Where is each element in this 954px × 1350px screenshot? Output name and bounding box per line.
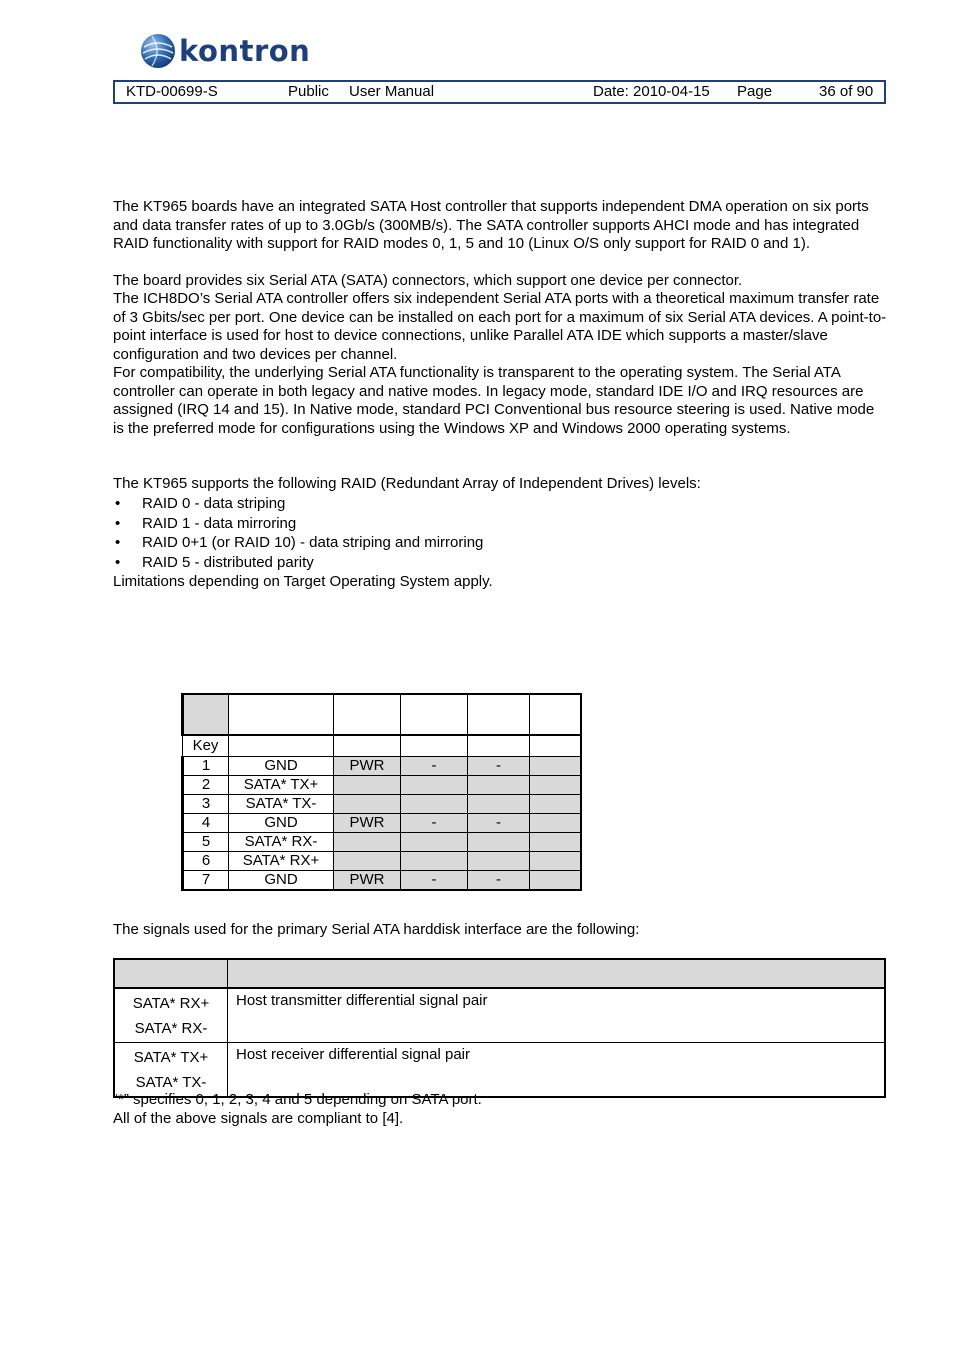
signal-description-table [113,958,886,1098]
pin-type [334,776,401,795]
classification: Public [288,83,329,100]
pin-col5 [468,833,530,852]
table-header-cell [468,694,530,735]
table-header-cell [229,694,334,735]
pin-col4: - [401,871,468,891]
table-row [183,814,581,833]
kontron-logo [140,32,310,70]
table-header-cell [530,694,581,735]
controller-paragraph: The ICH8DO’s Serial ATA controller offers six independent Serial ATA ports with a theoretical maximum transfer rate of 3 Gbits/sec per port. One device can be installed on each port for a maximum of six Serial ATA devices. A point-to-point interface is used for host to device connections, unlike Parallel ATA IDE which supports a master/slave configuration and two devices per channel. [113,290,887,363]
table-cell [229,735,334,757]
sata-pinout-table [181,693,582,891]
table-header-cell [228,959,886,988]
pin-signal: SATA* TX+ [229,776,334,795]
signal-name: SATA* RX- [134,1019,208,1037]
pin-signal: SATA* RX- [229,833,334,852]
pin-col4 [401,852,468,871]
signal-description: Host receiver differential signal pair [228,1043,886,1098]
list-item: • RAID 0+1 (or RAID 10) - data striping and mirroring [113,533,483,553]
signal-name: SATA* RX+ [132,994,210,1012]
signal-name: SATA* TX- [135,1073,207,1091]
globe-icon [140,33,176,69]
pin-col6 [530,814,581,833]
pin-number: 4 [183,814,229,833]
table-cell [401,735,468,757]
table-header-cell [334,694,401,735]
page-number: 36 of 90 [819,83,874,100]
doc-type: User Manual [349,83,435,100]
doc-date: Date: 2010-04-15 [593,83,710,100]
pin-col6 [530,871,581,891]
list-item: • RAID 1 - data mirroring [113,514,483,534]
table-row [183,871,581,891]
pin-col5: - [468,757,530,776]
pin-col5 [468,852,530,871]
pin-type: PWR [334,757,401,776]
table-row [183,757,581,776]
pin-col4 [401,795,468,814]
pin-signal: GND [229,871,334,891]
pin-type [334,833,401,852]
list-item: • RAID 5 - distributed parity [113,553,483,573]
pin-type [334,852,401,871]
pin-type: PWR [334,814,401,833]
pin-signal: GND [229,757,334,776]
signal-name: SATA* TX+ [133,1048,209,1066]
pin-col5: - [468,871,530,891]
table-header-cell [114,959,228,988]
pin-col4 [401,833,468,852]
compatibility-paragraph: For compatibility, the underlying Serial ATA functionality is transparent to the operating system. The Serial ATA controller can operate in both legacy and native modes. In legacy mode, standard IDE I/O and IRQ resources are assigned (IRQ 14 and 15). In Native mode, standard PCI Conventional bus resource steering is used. Native mode is the preferred mode for configurations using the Windows XP and Windows 2000 operating systems. [113,364,875,437]
raid-intro: The KT965 supports the following RAID (Redundant Array of Independent Drives) levels: [113,475,701,492]
table-cell [530,735,581,757]
pin-signal: SATA* TX- [229,795,334,814]
table-cell [334,735,401,757]
table-row [183,776,581,795]
pin-number: 5 [183,833,229,852]
limitations-note: Limitations depending on Target Operating System apply. [113,573,493,590]
pin-type: PWR [334,871,401,891]
table-row-key [183,735,581,757]
table-header-row [183,694,581,735]
table-row [114,1043,885,1098]
table-header-cell [183,694,229,735]
raid-level-list [113,494,483,573]
pin-col5 [468,776,530,795]
pin-col5: - [468,814,530,833]
table-row [183,795,581,814]
pin-number: 2 [183,776,229,795]
table-header-cell [401,694,468,735]
page-label: Page [737,83,773,100]
connectors-paragraph: The board provides six Serial ATA (SATA) connectors, which support one device per connector. [113,272,743,289]
pin-col4 [401,776,468,795]
signals-intro: The signals used for the primary Serial ATA harddisk interface are the following: [113,921,640,938]
table-row [114,988,885,1043]
key-cell: Key [183,735,229,757]
pin-col6 [530,757,581,776]
pin-number: 3 [183,795,229,814]
pin-number: 6 [183,852,229,871]
compliance-note: All of the above signals are compliant to [4]. [113,1110,404,1127]
signal-names-cell [114,1043,228,1098]
doc-id: KTD-00699-S [126,83,218,100]
table-row [183,833,581,852]
document-header [113,80,886,104]
footnote: “*” specifies 0, 1, 2, 3, 4 and 5 depending on SATA port. [113,1091,482,1108]
table-header-row [114,959,885,988]
pin-col6 [530,852,581,871]
pin-col4: - [401,757,468,776]
pin-number: 1 [183,757,229,776]
pin-col6 [530,833,581,852]
table-row [183,852,581,871]
pin-col6 [530,776,581,795]
logo-wordmark: kontron [179,34,311,68]
pin-signal: SATA* RX+ [229,852,334,871]
sata-intro-paragraph: The KT965 boards have an integrated SATA Host controller that supports independent DMA operation on six ports and data transfer rates of up to 3.0Gb/s (300MB/s). The SATA controller supports AHCI mode and has integrated RAID functionality with support for RAID modes 0, 1, 5 and 10 (Linux O/S only support for RAID 0 and 1). [113,198,869,253]
table-cell [468,735,530,757]
list-item: • RAID 0 - data striping [113,494,483,514]
pin-col6 [530,795,581,814]
pin-col4: - [401,814,468,833]
pin-number: 7 [183,871,229,891]
signal-names-cell [114,988,228,1043]
pin-signal: GND [229,814,334,833]
pin-col5 [468,795,530,814]
pin-type [334,795,401,814]
signal-description: Host transmitter differential signal pair [228,988,886,1043]
